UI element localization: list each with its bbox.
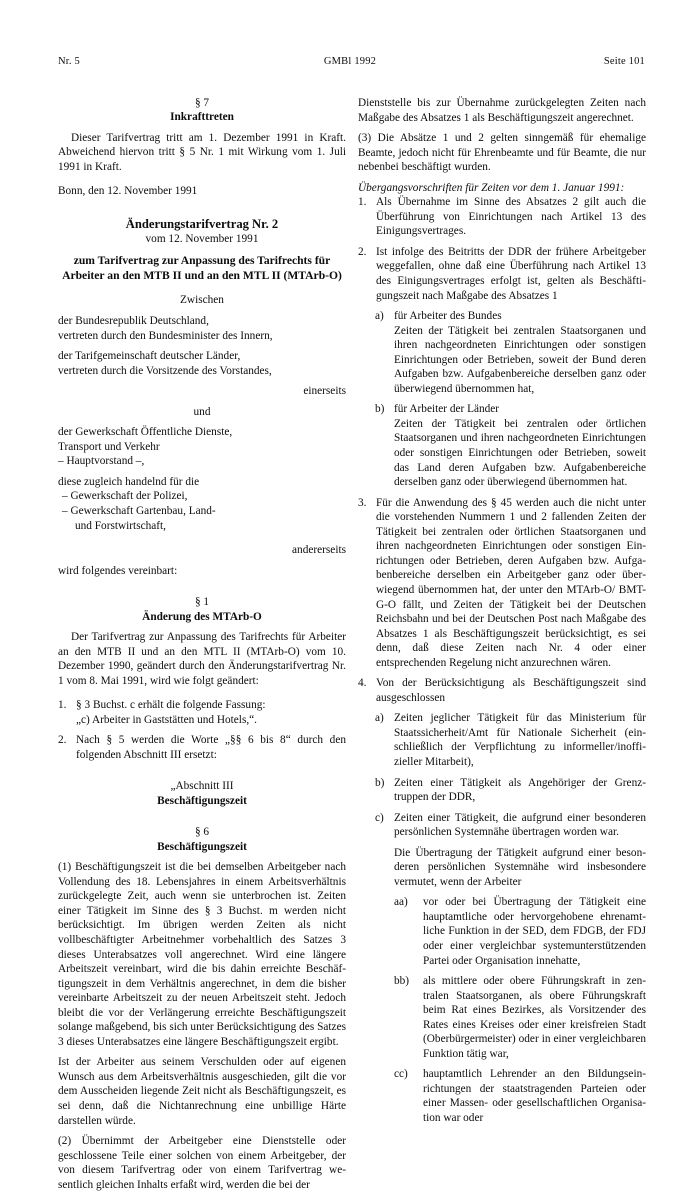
transitional-item-2b-body-wrap — [375, 417, 646, 490]
document-title: Änderungstarifvertrag Nr. 2 — [125, 217, 279, 231]
transitional-item-4c-text: Zeiten einer Tätigkeit, die aufgrund einer besonderen persönlichen Systemnähe übertragen worden war. — [394, 811, 646, 839]
transitional-item-4 — [358, 676, 646, 705]
transitional-item-cc-marker: cc) — [394, 1068, 408, 1081]
section-7-paragraph: Dieser Tarifvertrag tritt am 1. Dezember 1991 in Kraft. Abweichend hiervon tritt § 5 Nr. 1 mit Wirkung vom 1. Juli 1991 in Kraft. — [58, 131, 346, 173]
transitional-item-4-text: Von der Berücksichtigung als Beschäftigungszeit sind ausgeschlossen — [376, 677, 646, 704]
transitional-item-aa — [394, 895, 646, 968]
section-1-paragraph: Der Tarifvertrag zur Anpassung des Tarifrechts für Arbeiter an den MTB II und an den MTL II (MTArb-O) vom 10. Dezember 1990, geändert durch den Änderungstarifvertrag Nr. 1 vom 8. Mai 1991, wird wie folgt geändert: — [58, 630, 346, 687]
list-item-1-line-1: § 3 Buchst. c erhält die folgende Fassung: — [76, 699, 266, 712]
document-subject: zum Tarifvertrag zur Anpassung des Tarifrechts für Arbeiter an den MTB II und an den MTL II (MTArb-O) — [62, 254, 342, 283]
transitional-item-cc-text: hauptamtlich Lehrender an den Bildungseinrichtungen der staatstragenden Parteien oder einer Massen- oder gesellschaftlichen Organisation war oder — [423, 1068, 646, 1124]
abschnitt-number: „Abschnitt III — [170, 780, 234, 793]
issue-number: Nr. 5 — [58, 56, 80, 67]
transitional-item-2a-marker: a) — [375, 310, 384, 323]
transitional-item-4b — [375, 776, 646, 805]
transitional-item-2b-text: Zeiten der Tätigkeit bei zentralen oder örtlichen Staatsorganen und ihren nachgeordneten Einrichtungen oder sonstigen Einrichtungen oder Betrieben, soweit das Land deren Aufgaben bzw. Aufgabenbereiche derselben ganz oder überwiegend übernommen hat. — [394, 417, 646, 489]
two-column-body — [58, 96, 645, 1192]
transitional-item-4a — [375, 711, 646, 769]
transitional-item-3 — [358, 496, 646, 671]
list-item-1-line-2: „c) Arbeiter in Gaststätten und Hotels,“. — [76, 713, 258, 726]
party-2-line-1: der Tarifgemeinschaft deutscher Länder, — [58, 350, 241, 363]
section-6-absatz-1-part-1: (1) Beschäftigungszeit ist die bei demselben Arbeitgeber nach Vollendung des 18. Lebensjahres in einem Arbeitsverhältnis zurückgelegte Zeit, auch wenn sie unterbrochen ist. Zeiten einer Tätigkeit im Sinne des § 3 Buchst. m werden nicht berücksichtigt. Im übrigen werden Zeiten als nicht vollbeschäftigter Arbeitnehmer vorbehaltlich des Satzes 3 dieses Unterabsatzes voll angerechnet. Wird eine längere Arbeitszeit vereinbart, wird die bis dahin erreichte Beschäftigungszeit in dem Verhältnis angerechnet, in dem die bisher vereinbarte Arbeitszeit zu der neuen Arbeitszeit steht. Jedoch bleibt die vor der Verlängerung erreichte Beschäftigungszeit solange maßgebend, bis sich unter Berücksichtigung des Satzes 3 dieses Unterabsatzes eine längere Beschäftigungszeit ergibt. — [58, 861, 346, 1048]
list-item-1-quote-spacer — [58, 713, 76, 728]
party-3-sub-2: – Gewerkschaft Gartenbau, Land- — [62, 504, 216, 517]
transitional-item-4c-marker: c) — [375, 811, 384, 824]
transitional-item-4b-text: Zeiten einer Tätigkeit als Angehöriger der Grenztruppen der DDR, — [394, 776, 646, 804]
transitional-item-4b-marker: b) — [375, 776, 385, 789]
section-6-absatz-1-part-2: Ist der Arbeiter aus seinem Verschulden oder auf eigenen Wunsch aus dem Arbeitsverhältnis ausgeschieden, gilt die vor dem Ausscheiden liegende Zeit nicht als Beschäftigungszeit, es sei denn, daß die Nichtanrechnung eine unbillige Härte darstellen würde. — [58, 1056, 346, 1127]
transitional-item-4-marker: 4. — [358, 677, 367, 690]
transitional-item-2a-body-wrap — [375, 324, 646, 397]
continuation-absatz-2: Dienststelle bis zur Übernahme zurückgelegten Zeiten nach Maßgabe des Absatzes 1 als Beschäftigungszeit angerechnet. — [358, 97, 646, 124]
publication-title: GMBl 1992 — [323, 56, 377, 67]
transitional-item-cc — [394, 1067, 646, 1125]
transitional-provisions-heading: Übergangsvorschriften für Zeiten vor dem 1. Januar 1991: — [358, 181, 625, 194]
transitional-item-2-marker: 2. — [358, 245, 367, 258]
section-6-absatz-2: (2) Übernimmt der Arbeitgeber eine Dienststelle oder geschlossene Teile einer solchen von einem Arbeitgeber, der von diesem Tarifvertrag oder von einem Tarifvertrag wesentlich gleichen Inhalts erfaßt wird, werden die bei der — [58, 1135, 346, 1191]
party-3-note: diese zugleich handelnd für die — [58, 475, 200, 488]
transitional-item-2a-text: Zeiten der Tätigkeit bei zentralen Staatsorganen und ihren nachgeordneten Einrichtungen oder sonstigen Einrichtungen oder Betrieben, soweit der Bund deren Aufgaben bzw. Aufgabenbereiche derselben ganz oder überwiegend übernommen hat, — [394, 324, 646, 395]
agreement-intro: wird folgendes vereinbart: — [58, 564, 178, 577]
list-item-1-quote — [58, 713, 346, 728]
list-item-2-marker: 2. — [58, 734, 67, 747]
transitional-item-4c — [375, 811, 646, 840]
party-3-line-3: – Hauptvorstand –, — [58, 455, 145, 468]
transitional-item-1-marker: 1. — [358, 196, 367, 209]
transitional-item-2a-head: für Arbeiter des Bundes — [394, 310, 502, 323]
transitional-item-4a-text: Zeiten jeglicher Tätigkeit für das Ministerium für Staatssicherheit/Amt für Nationale Sicherheit (einschließlich der Verpflichtung zu informeller/inoffizieller Mitarbeit), — [394, 712, 646, 768]
section-6-number: § 6 — [194, 826, 210, 839]
party-3-line-1: der Gewerkschaft Öffentliche Dienste, — [58, 426, 233, 439]
party-2-line-2: vertreten durch die Vorsitzende des Vorstandes, — [58, 364, 272, 377]
transitional-item-1 — [358, 195, 646, 239]
transitional-item-2a — [375, 309, 646, 324]
transitional-item-3-marker: 3. — [358, 496, 367, 509]
und-label: und — [193, 405, 211, 418]
section-7-title: Inkrafttreten — [170, 111, 234, 124]
party-3-line-2: Transport und Verkehr — [58, 440, 160, 453]
transitional-item-2-text: Ist infolge des Beitritts der DDR der frühere Arbeitgeber weggefallen, ohne daß eine Überführung nach Artikel 13 des Einigungsvertrages erfolgt ist, gelten als Beschäftigungszeit nach Maßgabe des Absatzes 1 — [376, 245, 646, 302]
place-and-date: Bonn, den 12. November 1991 — [58, 185, 198, 198]
page-number: Seite 101 — [603, 56, 645, 67]
list-item-2-text: Nach § 5 werden die Worte „§§ 6 bis 8“ durch den folgenden Abschnitt III ersetzt: — [76, 734, 346, 761]
abschnitt-title: Beschäftigungszeit — [157, 794, 247, 807]
section-heading-1 — [58, 595, 346, 624]
list-item-1 — [58, 698, 346, 713]
transitional-item-3-text: Für die Anwendung des § 45 werden auch die nicht unter die vorstehenden Nummern 1 und 2 fallenden Zeiten der Tätigkeit bei zentralen oder örtlichen Staatsorganen und ihren nachgeordneten Einrichtungen oder sonstigen Einrichtungen oder Betrieben, deren Aufgaben bzw. Aufgabenbereiche derselben ein Arbeitgeber ganz oder überwiegend übernommen hat, der unter den MTArb-O/ BMT-G-O fällt, und Zeiten der Tätigkeit bei der Deutschen Reichsbahn und bei der Deutschen Post nach Maßgabe des Absatzes 1 als Beschäftigungszeit berücksichtigt, es sei denn, daß diese Zeiten nach Nr. 4 oder einer entsprechenden Regelung nicht anzurechnen wären. — [376, 496, 646, 669]
party-1-line-2: vertreten durch den Bundesminister des Innern, — [58, 329, 273, 342]
right-column — [358, 96, 646, 1126]
transitional-item-bb — [394, 974, 646, 1061]
section-6-absatz-3: (3) Die Absätze 1 und 2 gelten sinngemäß für ehemalige Beamte, jedoch nicht für Ehrenbeamte und für Beamte, die nur nebenbei beschäftigt wurden. — [358, 132, 646, 174]
section-1-title: Änderung des MTArb-O — [142, 610, 262, 623]
transitional-item-2 — [358, 245, 646, 303]
section-heading-7 — [58, 96, 346, 125]
transitional-item-2b — [375, 402, 646, 417]
transitional-item-2b-head: für Arbeiter der Länder — [394, 403, 500, 416]
list-item-2 — [58, 733, 346, 762]
list-item-1-marker: 1. — [58, 699, 67, 712]
running-head — [58, 56, 645, 70]
andererseits-label: andererseits — [292, 544, 346, 557]
transitional-item-4c-body-wrap — [375, 846, 646, 890]
document-date: vom 12. November 1991 — [145, 233, 259, 245]
transitional-item-4a-marker: a) — [375, 712, 384, 725]
transitional-item-bb-marker: bb) — [394, 975, 410, 988]
section-7-number: § 7 — [194, 97, 210, 109]
transitional-item-4c-body: Die Übertragung der Tätigkeit aufgrund einer besonderen persönlichen Systemnähe wird insbesondere vermutet, wenn der Arbeiter — [394, 846, 646, 888]
transitional-item-1-text: Als Übernahme im Sinne des Absatzes 2 gilt auch die Überführung von Einrichtungen nach Artikel 13 des Einigungsvertrages. — [376, 196, 646, 238]
transitional-item-2b-marker: b) — [375, 403, 385, 416]
party-3-sub-1: – Gewerkschaft der Polizei, — [62, 490, 188, 503]
einerseits-label: einerseits — [303, 385, 346, 398]
transitional-item-bb-text: als mittlere oder obere Führungskraft in zentralen Staatsorganen, als obere Führungskraft beim Rat eines Bezirkes, als Vorsitzender des Rates eines Kreises oder einer kreisfreien Stadt (Oberbürgermeister) oder in einer vergleichbaren Funktion tätig war, — [423, 975, 646, 1060]
transitional-item-aa-marker: aa) — [394, 896, 408, 909]
party-3-sub-2b: und Forstwirtschaft, — [75, 519, 166, 532]
section-1-number: § 1 — [194, 596, 210, 609]
section-heading-6 — [58, 825, 346, 854]
transitional-item-aa-text: vor oder bei Übertragung der Tätigkeit eine hauptamtliche oder hervorgehobene ehrenamtliche Funktion in der SED, dem FDGB, der FDJ oder einer vergleichbar systemunterstützenden Partei oder Organisation innehatte, — [423, 896, 646, 967]
left-column — [58, 96, 346, 1192]
between-label: Zwischen — [180, 294, 224, 307]
party-1-line-1: der Bundesrepublik Deutschland, — [58, 314, 209, 327]
section-6-title: Beschäftigungszeit — [157, 840, 247, 853]
